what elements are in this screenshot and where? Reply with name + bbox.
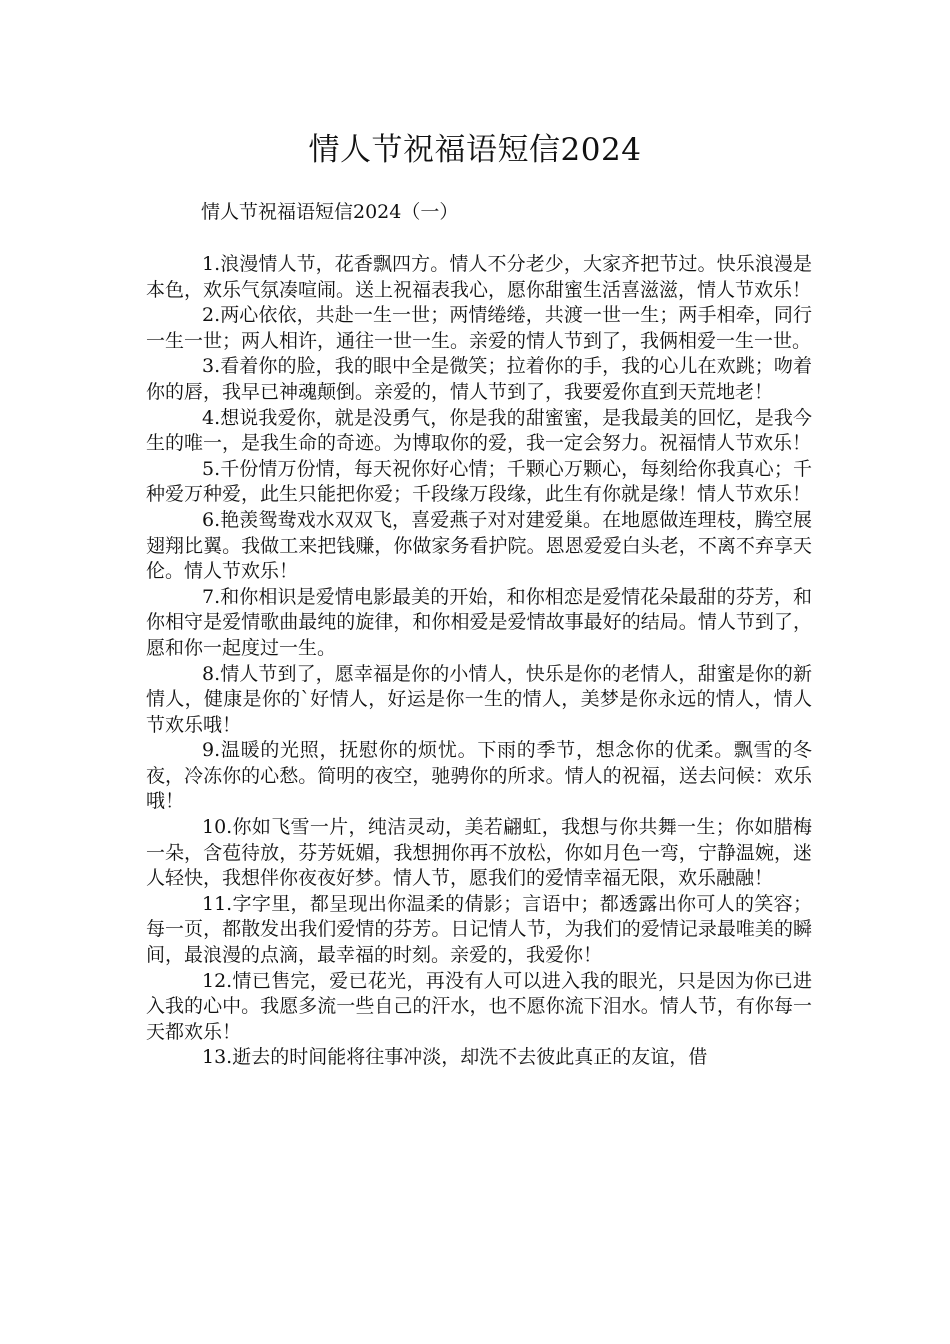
message-paragraph-13: 13.逝去的时间能将往事冲淡，却洗不去彼此真正的友谊，借: [202, 1046, 708, 1069]
message-paragraph-1: 1.浪漫情人节，花香飘四方。情人不分老少，大家齐把节过。快乐浪漫是本色，欢乐气氛凑喧闹。送上祝福表我心，愿你甜蜜生活喜滋滋，情人节欢乐！: [146, 253, 812, 301]
message-paragraph-2: 2.两心依依，共赴一生一世；两情绻绻，共渡一世一生；两手相牵，同行一生一世；两人相许，通往一世一生。亲爱的情人节到了，我俩相爱一生一世。: [146, 304, 812, 352]
message-list: [146, 252, 812, 1071]
message-paragraph-12: 12.情已售完，爱已花光，再没有人可以进入我的眼光，只是因为你已进入我的心中。我愿多流一些自己的汗水，也不愿你流下泪水。情人节，有你每一天都欢乐！: [146, 969, 812, 1043]
message-paragraph-11: 11.字字里，都呈现出你温柔的倩影；言语中；都透露出你可人的笑容；每一页，都散发出我们爱情的芬芳。日记情人节，为我们的爱情记录最唯美的瞬间，最浪漫的点滴，最幸福的时刻。亲爱的，我爱你！: [146, 892, 812, 967]
message-paragraph-9: 9.温暖的光照，抚慰你的烦忧。下雨的季节，想念你的优柔。飘雪的冬夜，冷冻你的心愁。简明的夜空，驰骋你的所求。情人的祝福，送去问候：欢乐哦！: [146, 739, 812, 813]
document-title: 情人节祝福语短信2024: [308, 132, 642, 168]
message-paragraph-10: 10.你如飞雪一片，纯洁灵动，美若翩虹，我想与你共舞一生；你如腊梅一朵，含苞待放，芬芳妩媚，我想拥你再不放松，你如月色一弯，宁静温婉，迷人轻快，我想伴你夜夜好梦。情人节，愿我们的爱情幸福无限，欢乐融融！: [146, 816, 812, 890]
message-paragraph-7: 7.和你相识是爱情电影最美的开始，和你相恋是爱情花朵最甜的芬芳，和你相守是爱情歌曲最纯的旋律，和你相爱是爱情故事最好的结局。情人节到了，愿和你一起度过一生。: [146, 585, 812, 659]
message-paragraph-6: 6.艳羡鸳鸯戏水双双飞，喜爱燕子对对建爱巢。在地愿做连理枝，腾空展翅翔比翼。我做工来把钱赚，你做家务看护院。恩恩爱爱白头老，不离不弃享天伦。情人节欢乐！: [146, 508, 812, 583]
message-paragraph-3: 3.看着你的脸，我的眼中全是微笑；拉着你的手，我的心儿在欢跳；吻着你的唇，我早已神魂颠倒。亲爱的，情人节到了，我要爱你直到天荒地老！: [146, 355, 812, 403]
message-paragraph-5: 5.千份情万份情，每天祝你好心情；千颗心万颗心，每刻给你我真心；千种爱万种爱，此生只能把你爱；千段缘万段缘，此生有你就是缘！情人节欢乐！: [146, 457, 812, 506]
message-paragraph-8: 8.情人节到了，愿幸福是你的小情人，快乐是你的老情人，甜蜜是你的新情人，健康是你的`好情人，好运是你一生的情人，美梦是你永远的情人，情人节欢乐哦！: [146, 662, 812, 736]
message-paragraph-4: 4.想说我爱你，就是没勇气，你是我的甜蜜蜜，是我最美的回忆，是我今生的唯一，是我生命的奇迹。为博取你的爱，我一定会努力。祝福情人节欢乐！: [146, 406, 812, 455]
section-heading: 情人节祝福语短信2024（一）: [201, 201, 459, 223]
